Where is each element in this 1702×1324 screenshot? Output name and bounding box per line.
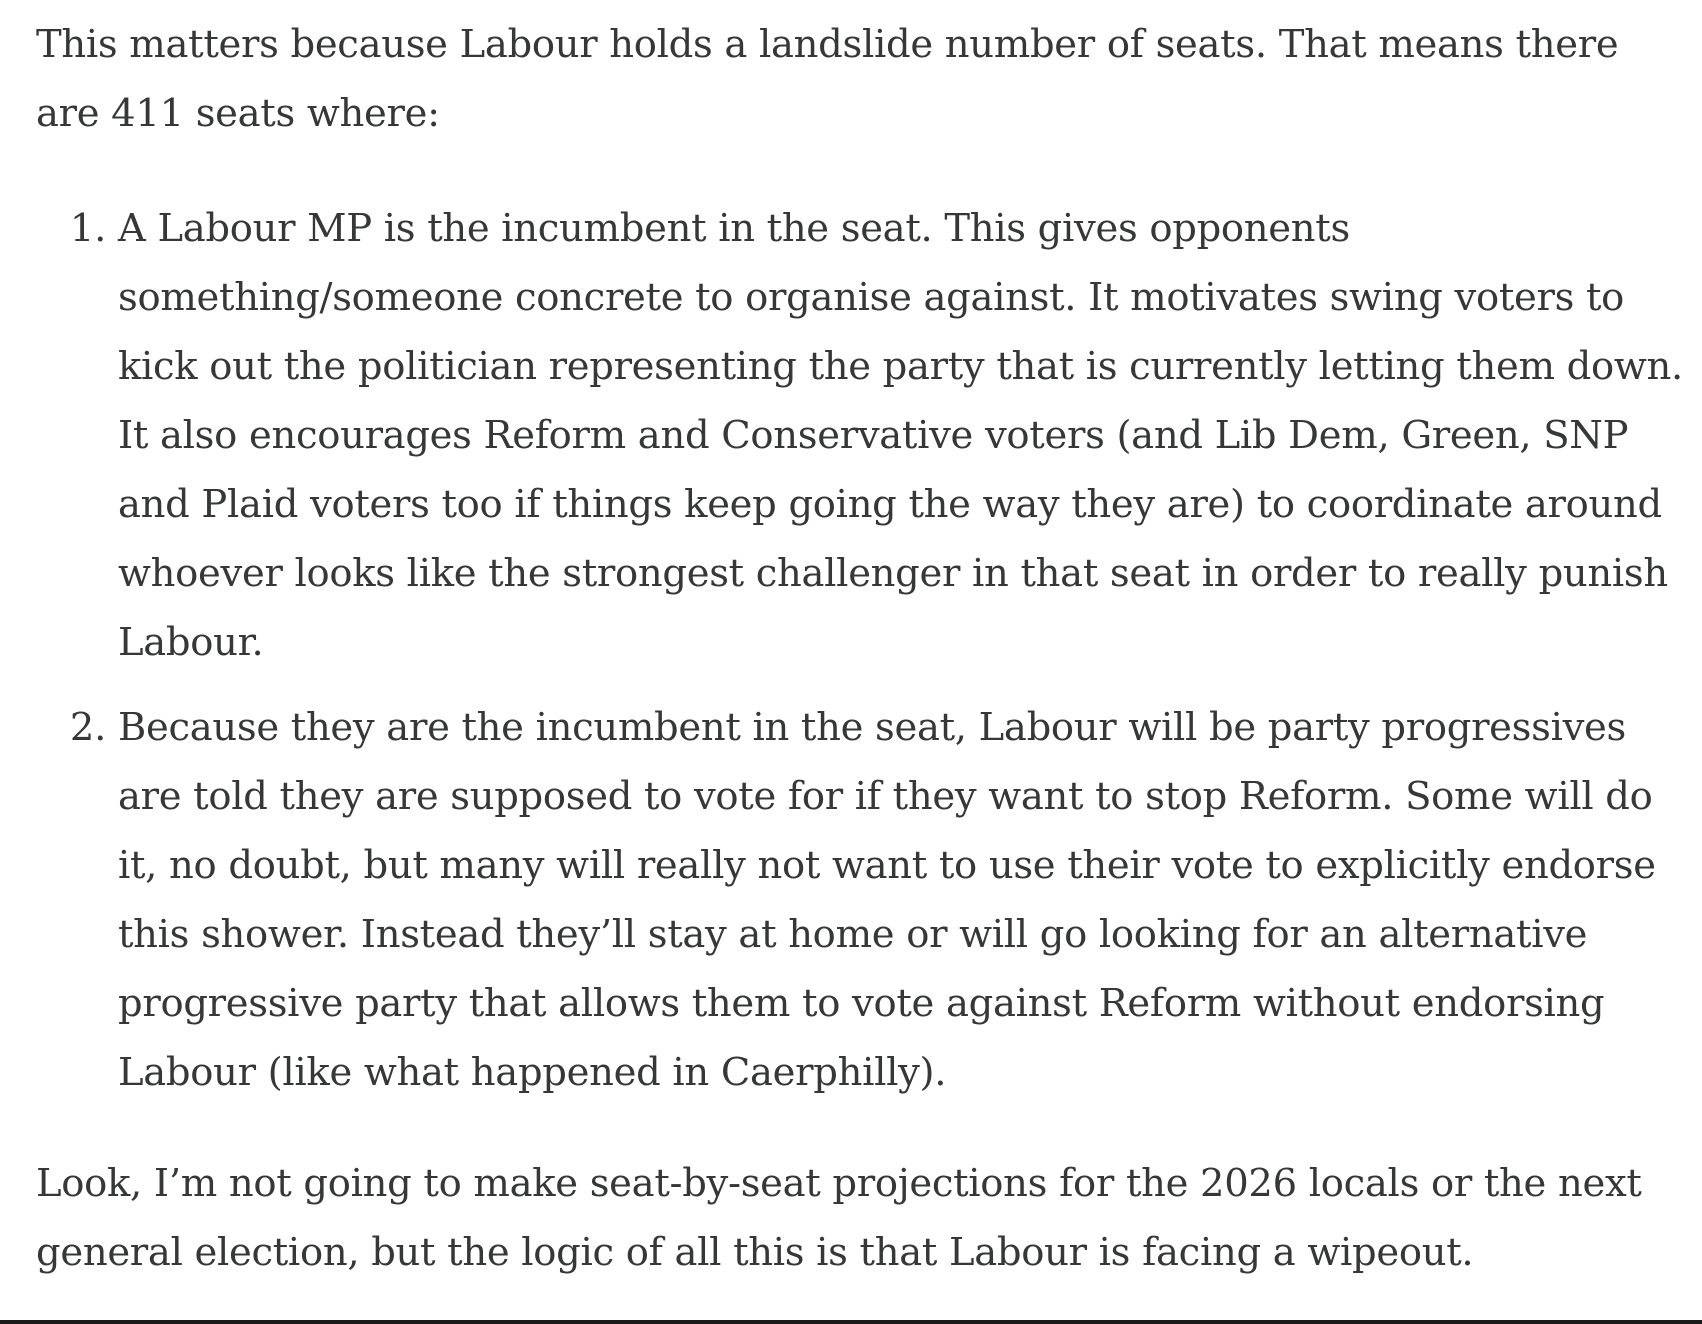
article-body xyxy=(36,0,1686,1287)
list-item: 1. A Labour MP is the incumbent in the seat. This gives opponents something/someone concrete to organise against. It motivates swing voters to kick out the politician representing the party that is currently letting them down. It also encourages Reform and Conservative voters (and Lib Dem, Green, SNP and Plaid voters too if things keep going the way they are) to coordinate around whoever looks like the strongest challenger in that seat in order to really punish Labour. xyxy=(118,194,1686,677)
numbered-list xyxy=(36,194,1686,1107)
list-item: 2. Because they are the incumbent in the seat, Labour will be party progressives are told they are supposed to vote for if they want to stop Reform. Some will do it, no doubt, but many will really not want to use their vote to explicitly endorse this shower. Instead they’ll stay at home or will go looking for an alternative progressive party that allows them to vote against Reform without endorsing Labour (like what happened in Caerphilly). xyxy=(118,693,1686,1107)
intro-paragraph: This matters because Labour holds a landslide number of seats. That means there are 411 seats where: xyxy=(36,22,1619,136)
bottom-divider xyxy=(0,1320,1702,1324)
closing-paragraph: Look, I’m not going to make seat-by-seat projections for the 2026 locals or the next general election, but the logic of all this is that Labour is facing a wipeout. xyxy=(36,1161,1642,1275)
